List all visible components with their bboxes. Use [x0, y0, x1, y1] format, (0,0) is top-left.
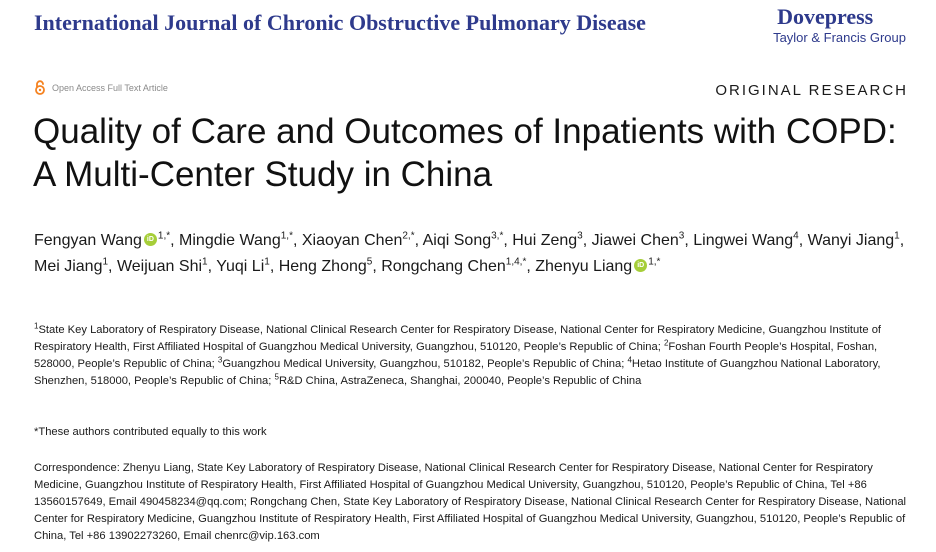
author-affiliation-marker: 5	[366, 256, 373, 268]
affiliation-number: 1	[34, 321, 39, 331]
author-name[interactable]: Mei Jiang	[34, 258, 103, 275]
author-name[interactable]: Fengyan Wang	[34, 232, 142, 249]
journal-title: International Journal of Chronic Obstructive Pulmonary Disease	[34, 10, 646, 35]
affiliation-text: Foshan Fourth People’s Hospital, Foshan, 528000, People’s Republic of China;	[34, 341, 878, 370]
correspondence: Correspondence: Zhenyu Liang, State Key Laboratory of Respiratory Disease, National Clinical Research Center for Respiratory Disease, National Center for Respiratory Medicine, Guangzhou Institute of Respiratory Health, First Affiliated Hospital of Guangzhou Medical University, Guangzhou, 510120, People’s Republic of China, Tel +86 13560157649, Email 490458234@qq.com; Rongchang Chen, State Key Laboratory of Respiratory Disease, National Clinical Research Center for Respiratory Disease, National Center for Respiratory Medicine, Guangzhou Institute of Respiratory Health, First Affiliated Hospital of Guangzhou Medical University, Guangzhou, 510120, People’s Republic of China, Tel +86 13902273260, Email chenrc@vip.163.com	[34, 462, 907, 542]
author-name[interactable]: Yuqi Li	[216, 258, 265, 275]
affiliation-number: 2	[663, 338, 669, 348]
author-affiliation-marker: 1	[264, 256, 270, 268]
author-affiliation-marker: 1	[102, 256, 109, 268]
affiliation	[217, 355, 625, 370]
author[interactable]	[216, 258, 270, 275]
author-affiliation-marker: 3	[577, 230, 583, 242]
author-affiliation-marker: 1,*	[157, 230, 171, 242]
author-affiliation-marker: 3,*	[491, 230, 504, 242]
author[interactable]	[693, 232, 798, 249]
affiliation-text: Hetao Institute of Guangzhou National Laboratory, Shenzhen, 518000, People’s Republic of China;	[34, 358, 881, 387]
author-name[interactable]: Zhenyu Liang	[535, 258, 633, 275]
author[interactable]	[117, 258, 208, 275]
author[interactable]	[179, 232, 293, 249]
author-name[interactable]: Aiqi Song	[422, 232, 492, 249]
author[interactable]	[535, 258, 660, 275]
author[interactable]	[423, 232, 504, 249]
author-list: Fengyan WangiD $^{1,*}$, Mingdie Wang$^{1,*}$, Xiaoyan Chen$^{2,*}$, Aiqi Song$^{3,*}$, Hui Zeng$^3$, Jiawei Chen$^3$, Lingwei Wang$^4$, Wanyi Jiang$^1$, Mei Jiang$^1$, Weijuan Shi$^1$, Yuqi Li$^1$, Heng Zhong$^5$, Rongchang Chen$^{1,4,*}$, Zhenyu LiangiD $^{1,*}$	[34, 228, 914, 280]
author[interactable]	[512, 232, 582, 249]
author-affiliation-marker: 1	[894, 230, 900, 242]
author-name[interactable]: Xiaoyan Chen	[301, 232, 403, 249]
author-name[interactable]: Rongchang Chen	[381, 258, 506, 275]
author-name[interactable]: Wanyi Jiang	[807, 232, 895, 249]
author-affiliation-marker: 1	[202, 256, 208, 268]
author[interactable]	[381, 258, 526, 275]
open-access-text: Open Access Full Text Article	[52, 82, 168, 93]
author-affiliation-marker: 2,*	[402, 230, 415, 242]
affiliation-text: State Key Laboratory of Respiratory Disease, National Clinical Research Center for Respiratory Disease, National Center for Respiratory Medicine, Guangzhou Institute of Respiratory Health, First Affiliated Hospital of Guangzhou Medical University, Guangzhou, 510120, People’s Republic of China;	[34, 324, 882, 353]
author-affiliation-marker: 1,*	[280, 230, 293, 242]
orcid-icon[interactable]	[634, 259, 647, 272]
author-name[interactable]: Heng Zhong	[278, 258, 367, 275]
author[interactable]	[34, 232, 170, 249]
open-access-label	[34, 80, 168, 95]
author-name[interactable]: Jiawei Chen	[591, 232, 679, 249]
author[interactable]	[302, 232, 415, 249]
publisher-logo[interactable]	[773, 4, 906, 45]
publisher-group: Taylor & Francis Group	[773, 30, 906, 45]
orcid-icon[interactable]	[144, 233, 157, 246]
author-affiliation-marker: 4	[793, 230, 799, 242]
author-affiliation-marker: 3	[678, 230, 685, 242]
affiliation-text: Guangzhou Medical University, Guangzhou, 510182, People’s Republic of China;	[222, 358, 625, 370]
author[interactable]	[34, 258, 108, 275]
article-title: Quality of Care and Outcomes of Inpatients with COPD: A Multi-Center Study in China	[33, 112, 897, 194]
author-name[interactable]: Hui Zeng	[512, 232, 578, 249]
affiliation-number: 4	[627, 355, 632, 365]
author-affiliation-marker: 1,4,*	[505, 256, 527, 268]
affiliations	[34, 322, 914, 390]
affiliation-number: 3	[217, 355, 223, 365]
author-affiliation-marker: 1,*	[648, 256, 661, 268]
author-name[interactable]: Weijuan Shi	[116, 258, 203, 275]
author[interactable]	[808, 232, 900, 249]
publisher-name: Dovepress	[777, 4, 874, 29]
affiliation-text: R&D China, AstraZeneca, Shanghai, 200040, People’s Republic of China	[278, 375, 642, 387]
author-name[interactable]: Lingwei Wang	[693, 232, 794, 249]
equal-contribution-note: *These authors contributed equally to this work	[34, 426, 267, 438]
author[interactable]	[592, 232, 685, 249]
author-name[interactable]: Mingdie Wang	[179, 232, 281, 249]
open-access-lock-icon	[34, 80, 46, 95]
affiliation	[274, 372, 642, 387]
article-category: ORIGINAL RESEARCH	[715, 82, 908, 99]
author[interactable]	[279, 258, 373, 275]
affiliation-number: 5	[274, 372, 279, 382]
